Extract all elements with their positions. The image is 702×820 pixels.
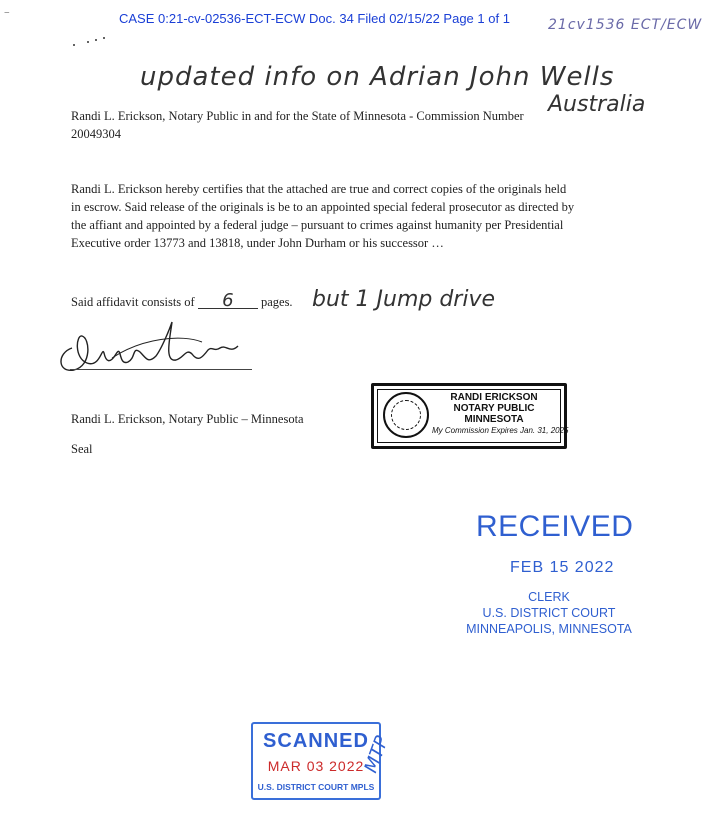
received-clerk: CLERK (528, 590, 570, 604)
signature-line (70, 369, 252, 370)
handwritten-note: updated info on Adrian John Wells (140, 62, 615, 92)
state-seal-icon (383, 392, 429, 438)
scanned-stamp (251, 722, 381, 800)
corner-mark: − (4, 8, 10, 19)
signature (52, 318, 242, 380)
scanned-date: MAR 03 2022 (267, 758, 365, 774)
notary-stamp-text (432, 392, 569, 436)
received-city: MINNEAPOLIS, MINNESOTA (466, 622, 632, 636)
scanned-initials: MTP (360, 733, 393, 776)
consists-prefix: Said affidavit consists of (71, 295, 195, 309)
handwritten-note-australia: Australia (548, 92, 646, 117)
pen-dots (70, 34, 110, 48)
stamp-name: RANDI ERICKSON (450, 392, 538, 403)
received-stamp-date: FEB 15 2022 (510, 559, 615, 576)
seal-label: Seal (71, 442, 93, 456)
page-count-handwritten: 6 (198, 294, 258, 309)
stamp-state: MINNESOTA (464, 414, 524, 425)
notary-intro: Randi L. Erickson, Notary Public in and for the State of Minnesota - Commission Number 20049304 (71, 109, 524, 141)
notary-stamp (371, 383, 567, 449)
certification-paragraph: Randi L. Erickson hereby certifies that the attached are true and correct copies of the originals held in escrow. Said release of the originals is be to an appointed special federal prosecutor as directed by the affiant and appointed by a federal judge – pursuant to crimes against humanity per Presidential Executive order 13773 and 13818, under John Durham or his successor … (71, 182, 575, 250)
case-header: CASE 0:21-cv-02536-ECT-ECW Doc. 34 Filed 02/15/22 Page 1 of 1 (119, 11, 510, 26)
received-court: U.S. DISTRICT COURT (482, 606, 616, 620)
handwritten-jump-drive: but 1 Jump drive (312, 287, 496, 312)
stamp-expiry: My Commission Expires Jan. 31, 2025 (432, 426, 569, 435)
received-stamp-court (460, 589, 638, 637)
handwritten-case-number: 21cv1536 ECT/ECW (548, 17, 702, 33)
stamp-title: NOTARY PUBLIC (453, 403, 535, 414)
scanned-title: SCANNED (263, 730, 369, 752)
received-stamp-title: RECEIVED (476, 510, 634, 543)
notary-signature-label: Randi L. Erickson, Notary Public – Minnesota (71, 412, 304, 426)
page-count-line (71, 290, 293, 311)
consists-suffix: pages. (260, 295, 293, 309)
scanned-court: U.S. DISTRICT COURT MPLS (257, 782, 375, 792)
